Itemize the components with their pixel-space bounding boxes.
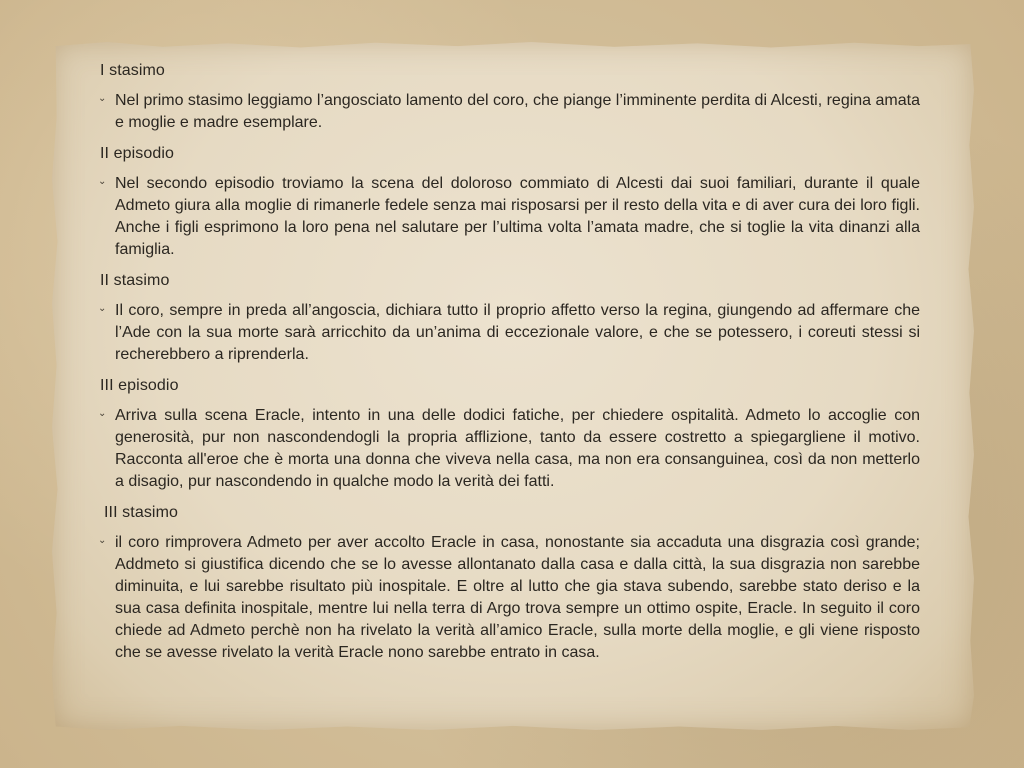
bullet-icon: ⌄	[98, 408, 107, 419]
bullet-icon: ⌄	[98, 303, 107, 314]
section-heading: II stasimo	[100, 272, 170, 289]
section-heading: II episodio	[100, 145, 175, 162]
bullet-icon: ⌄	[98, 93, 107, 104]
bullet-text: il coro rimprovera Admeto per aver accolto Eracle in casa, nonostante sia accaduta una disgrazia così grande; Addmeto si giustifica dicendo che se lo avesse allontanato dalla casa e dalla città, la sua disgrazia non sarebbe diminuita, e lui sarebbe risultato più inospitale. E oltre al lutto che gia stava subendo, sarebbe stato deriso e la sua casa definita inospitale, mentre lui nella terra di Argo trova sempre un ottimo ospite, Eracle. In seguito il coro chiede ad Admeto perchè non ha rivelato la verità all’amico Eracle, sulla morte della moglie, e gli viene risposto che se avesse rivelato la verità Eracle nono sarebbe entrato in casa.	[115, 534, 920, 661]
bullet-icon: ⌄	[98, 176, 107, 187]
bullet-text: Il coro, sempre in preda all’angoscia, dichiara tutto il proprio affetto verso la regina, giungendo ad affermare che l’Ade con la sua morte sarà arricchito da un’anima di eccezionale valore, e che se potessero, i coreuti stessi si recherebbero a riprenderla.	[115, 302, 920, 363]
bullet-text: Arriva sulla scena Eracle, intento in una delle dodici fatiche, per chiedere ospitalità. Admeto lo accoglie con generosità, pur non nascondendogli la propria afflizione, tanto da essere costretto a spiegargliene il motivo. Racconta all'eroe che è morta una donna che viveva nella casa, ma non era consanguinea, così da non metterlo a disagio, pur nascondendo in qualche modo la verità dei fatti.	[115, 407, 920, 490]
bullet-item	[100, 300, 920, 366]
bullet-item	[100, 532, 920, 664]
bullet-item	[100, 405, 920, 493]
bullet-item	[100, 173, 920, 261]
bullet-text: Nel primo stasimo leggiamo l’angosciato lamento del coro, che piange l’imminente perdita di Alcesti, regina amata e moglie e madre esemplare.	[115, 92, 920, 131]
section-heading: III stasimo	[104, 504, 179, 521]
bullet-icon: ⌄	[98, 535, 107, 546]
slide-content	[100, 60, 920, 673]
section-heading: I stasimo	[100, 62, 165, 79]
section-heading: III episodio	[100, 377, 179, 394]
bullet-item	[100, 90, 920, 134]
bullet-text: Nel secondo episodio troviamo la scena del doloroso commiato di Alcesti dai suoi familiari, durante il quale Admeto giura alla moglie di rimanerle fedele senza mai risposarsi per il resto della vita e di aver cura dei loro figli. Anche i figli esprimono la loro pena nel salutare per l’ultima volta l’amata madre, che si toglie la vita dinanzi alla famiglia.	[115, 175, 920, 258]
